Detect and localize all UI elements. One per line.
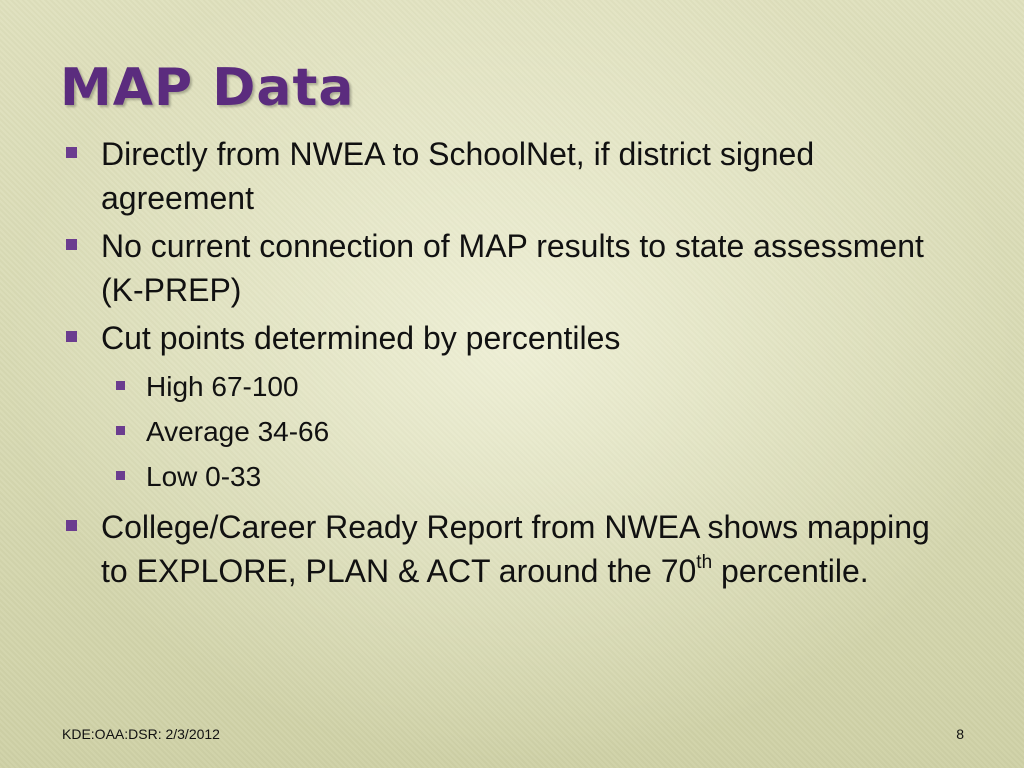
ordinal-superscript: th	[696, 552, 713, 573]
bullet-list	[64, 132, 964, 597]
bullet-text: Directly from NWEA to SchoolNet, if district signed agreement	[101, 136, 815, 216]
page-number: 8	[956, 726, 964, 742]
sub-bullet-item	[64, 454, 964, 499]
sub-bullet-item	[64, 364, 964, 409]
bullet-item	[64, 505, 964, 593]
square-bullet-icon	[116, 381, 125, 390]
sub-bullet-text: High 67-100	[146, 371, 299, 402]
square-bullet-icon	[66, 147, 77, 158]
sub-bullet-text: Low 0-33	[146, 461, 262, 492]
bullet-text: No current connection of MAP results to state assessment (K-PREP)	[101, 228, 924, 308]
sub-bullet-item	[64, 409, 964, 454]
bullet-item	[64, 316, 964, 360]
bullet-text-after: percentile.	[712, 553, 869, 589]
square-bullet-icon	[66, 239, 77, 250]
sub-bullet-text: Average 34-66	[146, 416, 330, 447]
square-bullet-icon	[116, 471, 125, 480]
square-bullet-icon	[66, 520, 77, 531]
bullet-text-before: College/Career Ready Report from NWEA shows mapping to EXPLORE, PLAN & ACT around the 70	[101, 509, 930, 589]
bullet-text: Cut points determined by percentiles	[101, 320, 621, 356]
bullet-item	[64, 132, 964, 220]
slide-title: MAP Data	[60, 58, 355, 118]
footer-text: KDE:OAA:DSR: 2/3/2012	[62, 726, 220, 742]
bullet-item	[64, 224, 964, 312]
square-bullet-icon	[66, 331, 77, 342]
square-bullet-icon	[116, 426, 125, 435]
